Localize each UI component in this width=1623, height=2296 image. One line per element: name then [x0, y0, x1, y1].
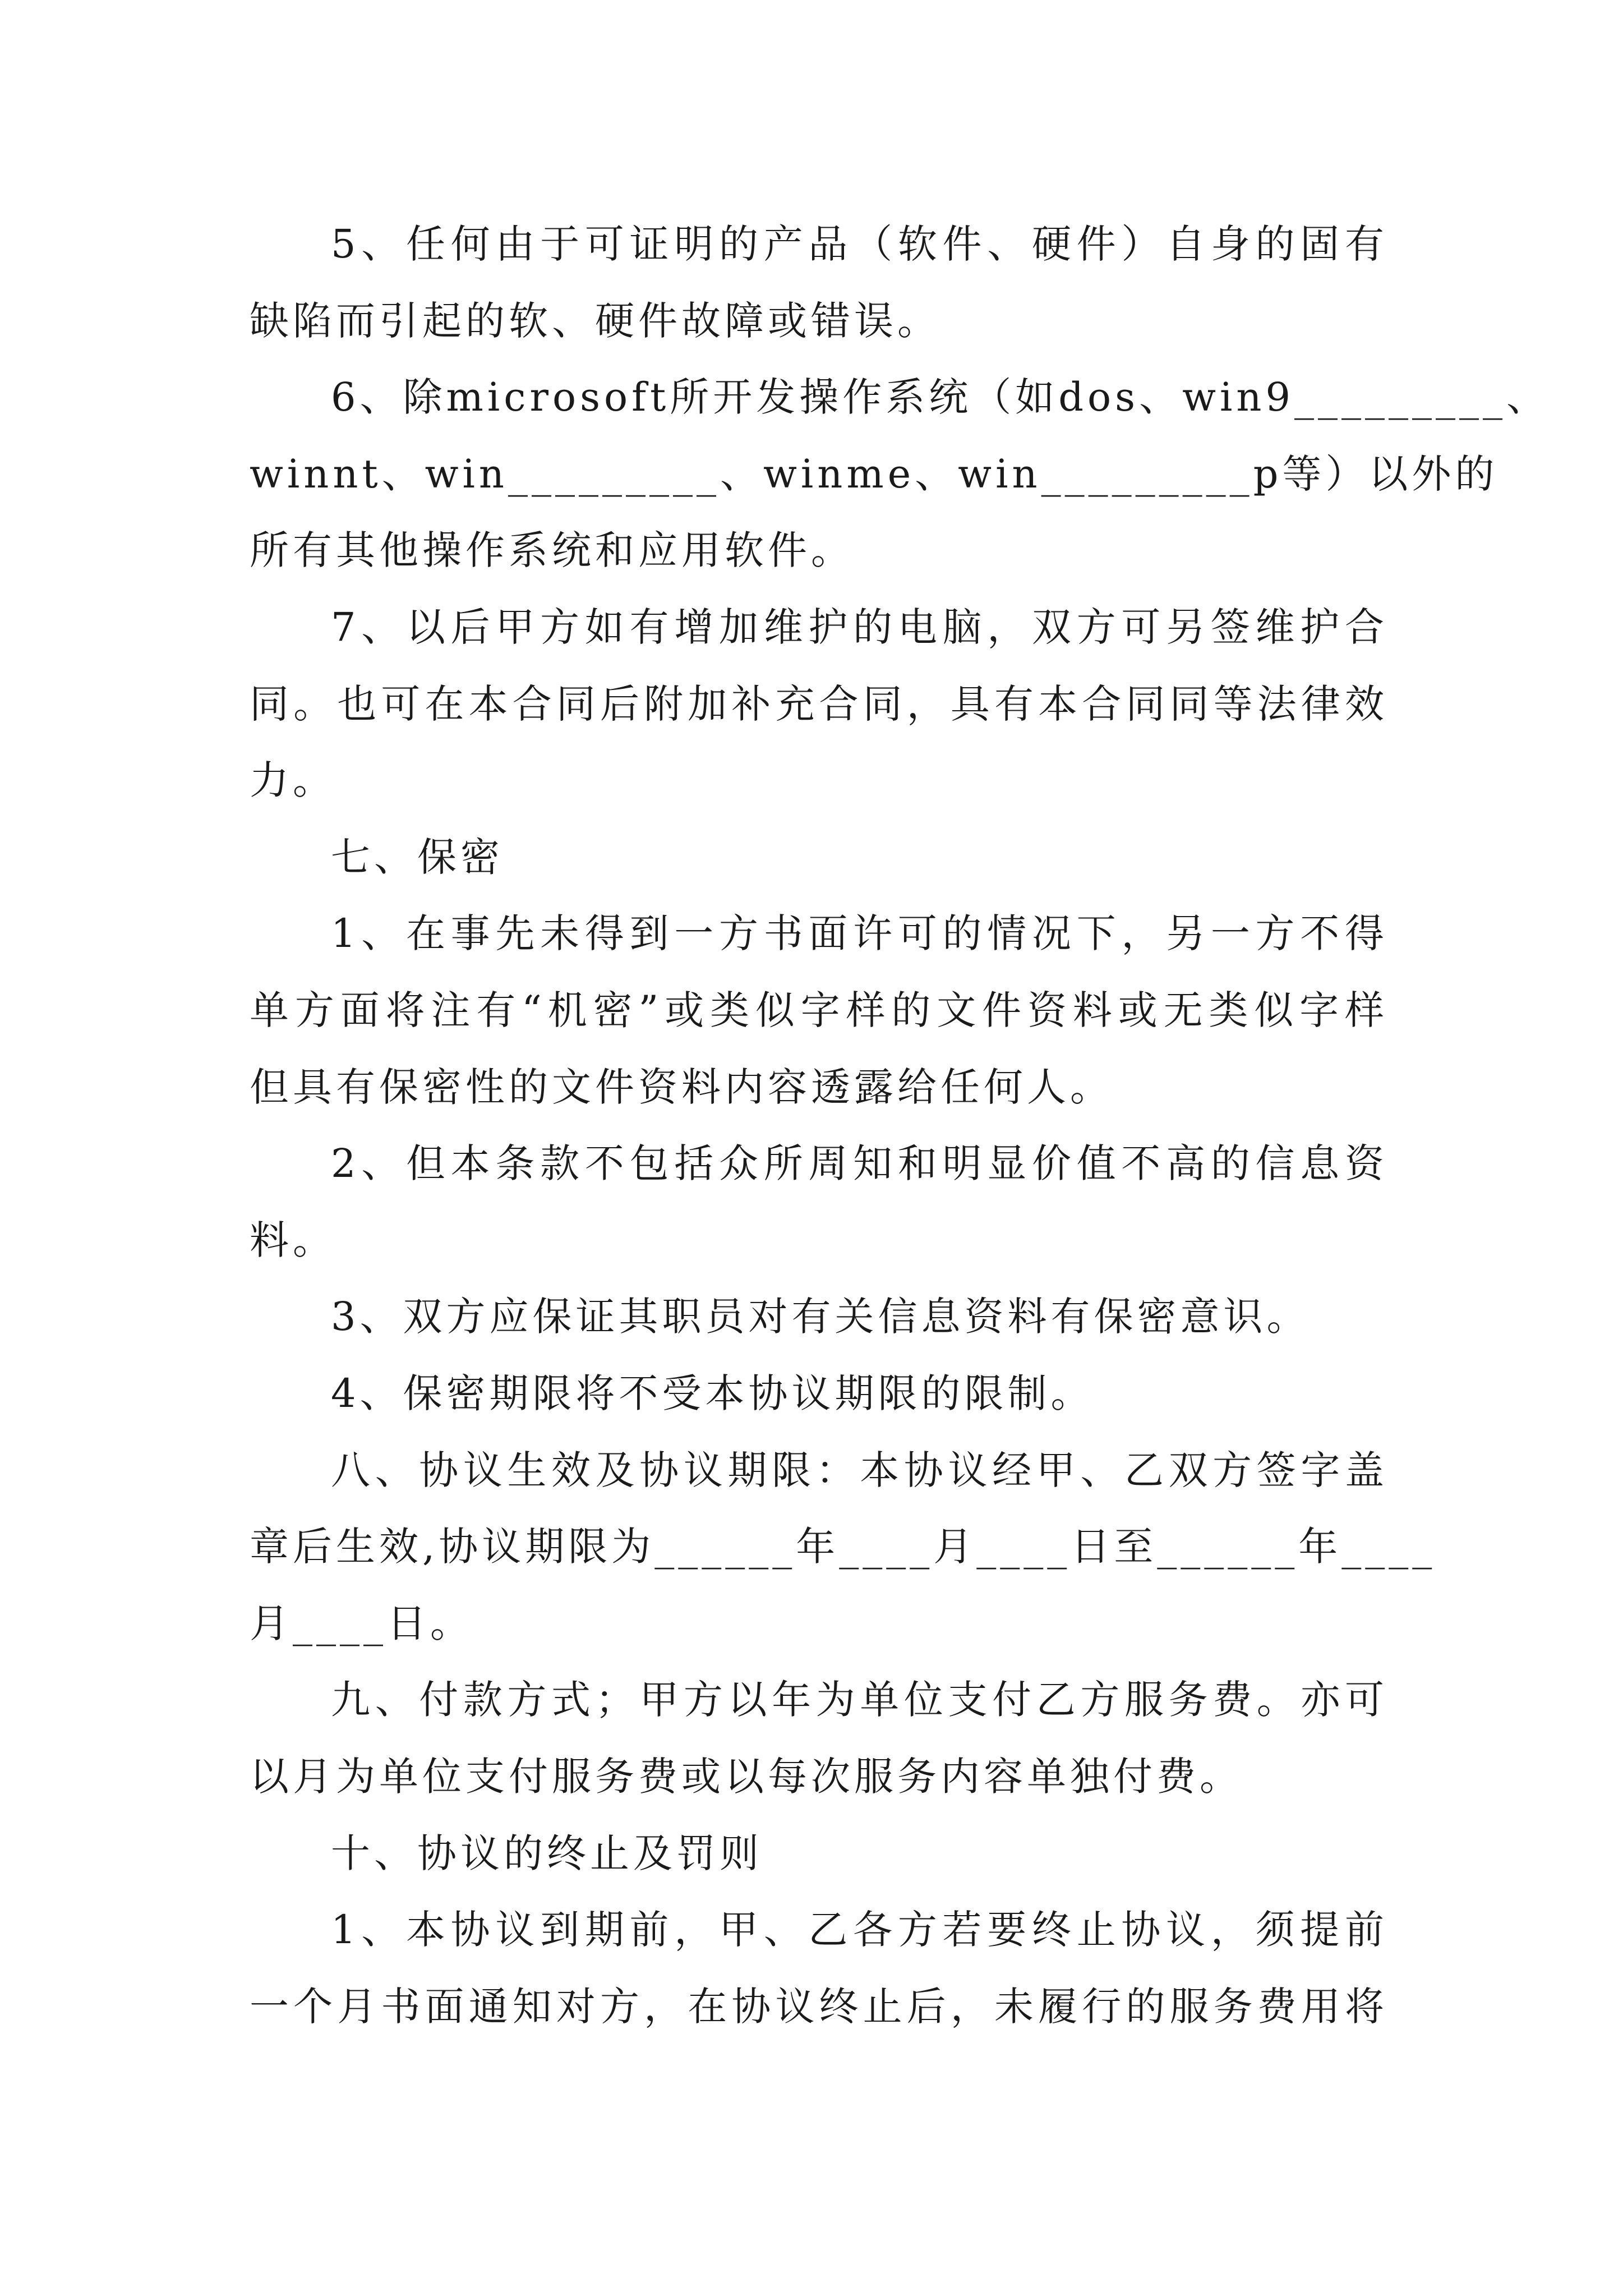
text-line: 章后生效,协议期限为______年____月____日至______年____ [250, 1524, 1436, 1570]
text-line: 1、本协议到期前，甲、乙各方若要终止协议，须提前 [331, 1907, 1388, 1953]
text-line: 料。 [250, 1217, 336, 1263]
text-line: 八、协议生效及协议期限：本协议经甲、乙双方签字盖 [331, 1447, 1388, 1493]
text-line: 7、以后甲方如有增加维护的电脑，双方可另签维护合 [331, 604, 1388, 650]
text-line: 月____日。 [250, 1600, 473, 1646]
text-line: winnt、win_________、winme、win_________p等）以外的 [250, 451, 1498, 497]
text-line: 4、保密期限将不受本协议期限的限制。 [331, 1370, 1094, 1416]
text-line: 6、除microsoft所开发操作系统（如dos、win9_________、 [331, 374, 1550, 420]
text-line: 九、付款方式；甲方以年为单位支付乙方服务费。亦可 [331, 1677, 1388, 1723]
text-line: 单方面将注有“机密”或类似字样的文件资料或无类似字样 [250, 987, 1388, 1033]
text-line: 以月为单位支付服务费或以每次服务内容单独付费。 [250, 1754, 1243, 1800]
text-line: 所有其他操作系统和应用软件。 [250, 527, 854, 573]
text-line: 3、双方应保证其职员对有关信息资料有保密意识。 [331, 1294, 1310, 1340]
text-line: 1、在事先未得到一方书面许可的情况下，另一方不得 [331, 910, 1388, 956]
text-line: 七、保密 [331, 834, 504, 880]
text-line: 一个月书面通知对方，在协议终止后，未履行的服务费用将 [250, 1984, 1388, 2030]
text-line: 2、但本条款不包括众所周知和明显价值不高的信息资 [331, 1140, 1388, 1186]
text-line: 同。也可在本合同后附加补充合同，具有本合同同等法律效 [250, 681, 1388, 727]
text-line: 5、任何由于可证明的产品（软件、硬件）自身的固有 [331, 221, 1388, 267]
text-line: 力。 [250, 757, 336, 803]
text-line: 缺陷而引起的软、硬件故障或错误。 [250, 298, 940, 344]
text-line: 但具有保密性的文件资料内容透露给任何人。 [250, 1064, 1113, 1110]
text-line: 十、协议的终止及罚则 [331, 1830, 763, 1876]
